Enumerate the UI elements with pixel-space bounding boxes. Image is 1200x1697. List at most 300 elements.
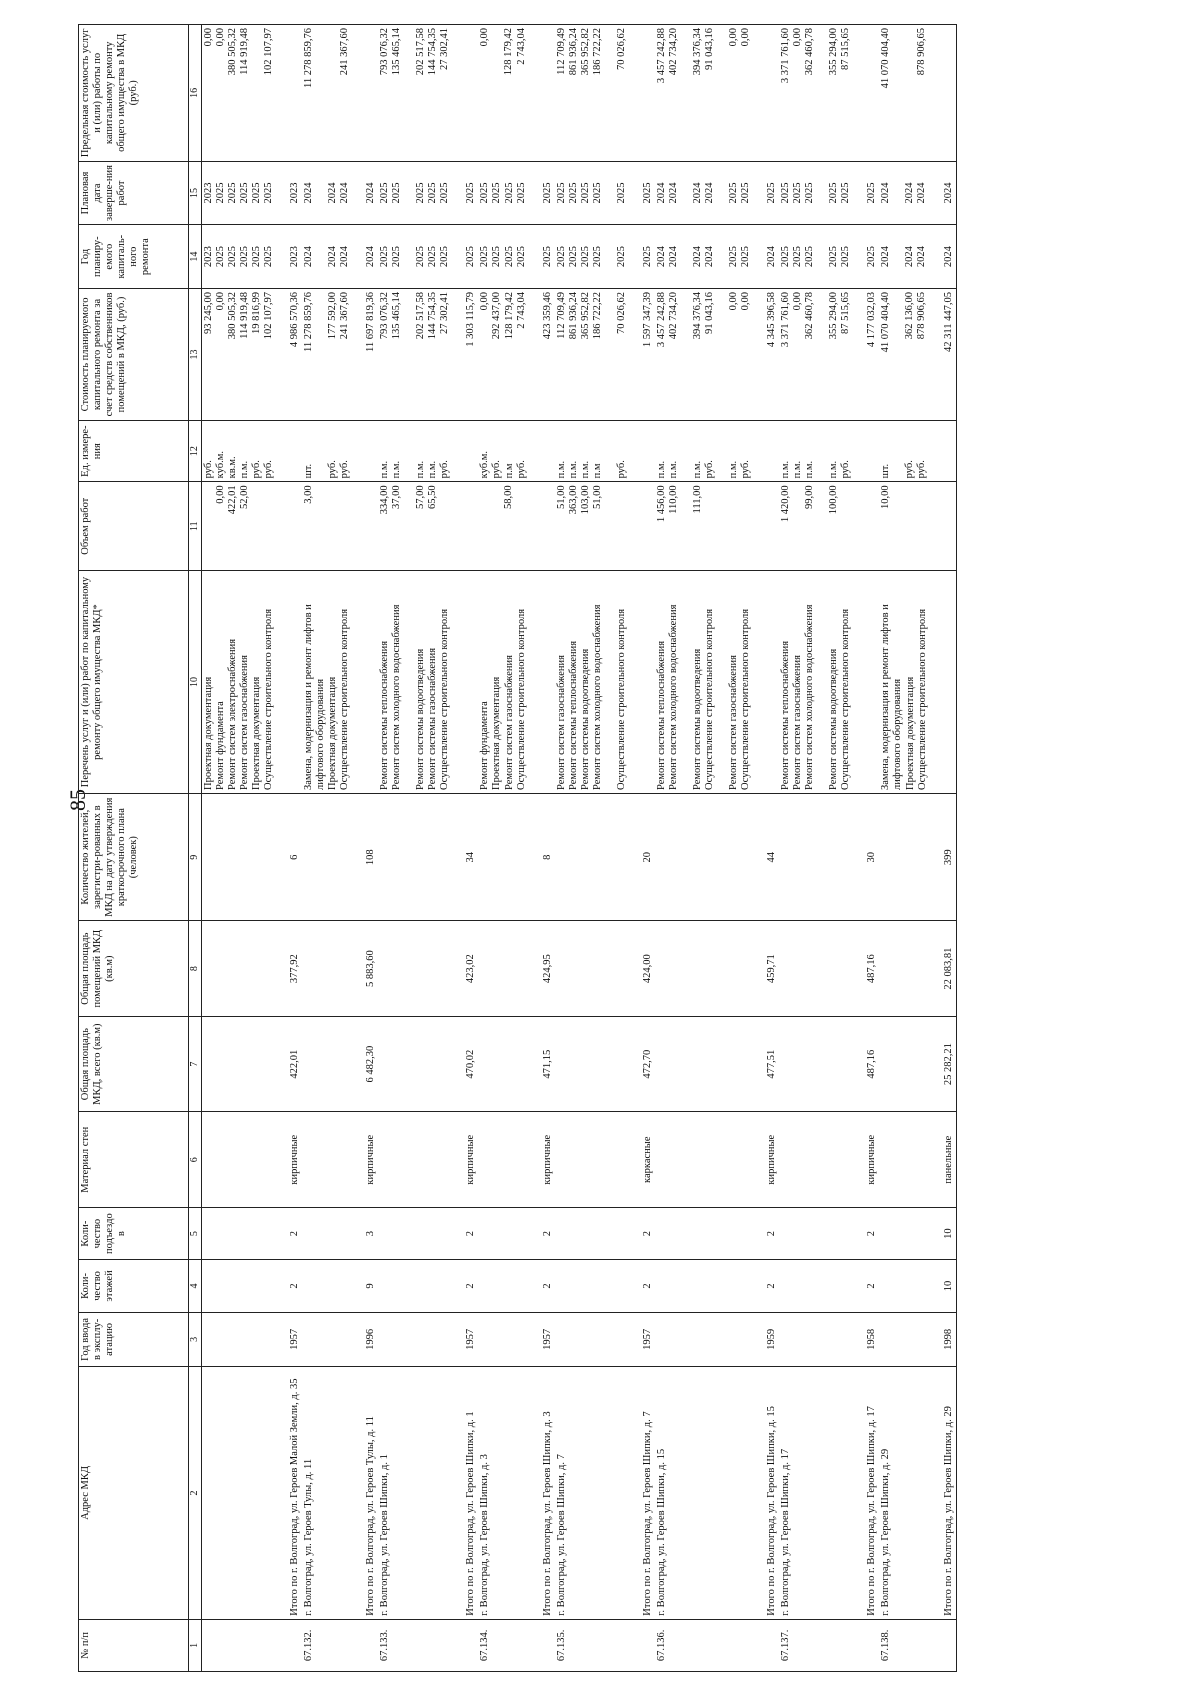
column-number-cell: 5 — [189, 1207, 202, 1259]
completion-date-cell — [288, 161, 302, 225]
address-cell: г. Волгоград, ул. Героев Шипки, д. 17 — [779, 1367, 865, 1620]
cost-cell — [655, 289, 765, 421]
work-list-cell — [779, 571, 865, 794]
completion-date-cell-line: 2025 — [465, 182, 477, 204]
column-number-cell: 1 — [189, 1619, 202, 1671]
premises-area-cell: 487,16 — [865, 921, 879, 1017]
total-area-cell — [555, 1016, 641, 1112]
cost-cell-line: 0,00 — [792, 292, 804, 311]
repair-year-cell-line: 2025 — [503, 246, 515, 268]
unit-cell — [655, 420, 765, 481]
limit-cost-cell-line: 186 722,22 — [591, 28, 603, 76]
limit-cost-cell-line: 91 043,16 — [704, 28, 715, 70]
row-number — [942, 1619, 957, 1671]
volume-cell-line — [491, 485, 503, 567]
header-cell: Коли-чество этажей — [79, 1260, 189, 1312]
repair-year-cell-line: 2025 — [262, 246, 274, 268]
completion-date-cell — [879, 161, 941, 225]
cost-cell — [865, 289, 879, 421]
work-list-cell-line: Осуществление строительного контроля — [840, 608, 852, 790]
limit-cost-cell-line: 365 952,82 — [579, 28, 591, 76]
repair-year-cell-line: 2025 — [415, 246, 427, 268]
work-list-cell-line — [542, 574, 554, 790]
limit-cost-cell — [865, 25, 879, 162]
repair-year-cell-line: 2025 — [479, 246, 491, 268]
work-list-cell-line: Осуществление строительного контроля — [439, 608, 451, 790]
completion-date-cell-line: 2025 — [439, 182, 451, 204]
cost-cell — [201, 289, 288, 421]
limit-cost-cell — [641, 25, 655, 162]
address-cell: Итого по г. Волгоград, ул. Героев Шипки, д. 29 — [942, 1367, 957, 1620]
commission-year-cell: 1957 — [464, 1312, 478, 1367]
unit-cell-line — [289, 424, 301, 478]
cost-cell-line: 1 597 347,39 — [641, 292, 653, 348]
volume-cell — [555, 482, 641, 571]
commission-year-cell: 1957 — [641, 1312, 655, 1367]
cost-cell-line: 793 076,32 — [379, 292, 391, 340]
limit-cost-cell-line: 114 919,48 — [238, 28, 250, 75]
work-list-cell-line: Ремонт систем холодного водоснабжения — [667, 604, 679, 790]
work-list-cell-line — [465, 574, 477, 790]
cost-cell-line: 128 179,42 — [503, 292, 515, 340]
repair-year-cell-line: 2024 — [942, 246, 954, 268]
floors-cell: 2 — [765, 1260, 779, 1312]
repair-year-cell-line: 2025 — [427, 246, 439, 268]
unit-cell-line: п.м. — [667, 460, 679, 479]
limit-cost-cell — [288, 25, 302, 162]
completion-date-cell-line: 2025 — [792, 182, 804, 204]
repair-year-cell — [765, 225, 779, 289]
wall-material-cell — [655, 1112, 765, 1208]
repair-year-cell — [641, 225, 655, 289]
cost-cell-line: 0,00 — [740, 292, 752, 311]
unit-cell — [364, 420, 378, 481]
work-list-cell-line: Ремонт систем холодного водоснабжения — [591, 604, 603, 790]
volume-cell-line — [740, 485, 764, 567]
unit-cell — [765, 420, 779, 481]
capital-repair-table — [78, 24, 957, 1672]
unit-cell — [201, 420, 288, 481]
cost-cell-line: 2 743,04 — [515, 292, 527, 329]
volume-cell — [464, 482, 478, 571]
cost-cell-line: 394 376,34 — [691, 292, 703, 340]
volume-cell-line: 1 420,00 — [780, 485, 792, 523]
volume-cell-line — [515, 485, 539, 567]
entrances-cell — [779, 1207, 865, 1259]
header-cell: Общая площадь помещений МКД (кв.м) — [79, 921, 189, 1017]
completion-date-cell-line: 2024 — [326, 182, 338, 204]
completion-date-cell-line: 2025 — [415, 182, 427, 204]
row-number: 67.137. — [779, 1619, 865, 1671]
entrances-cell: 2 — [641, 1207, 655, 1259]
table-body — [189, 25, 957, 1672]
completion-date-cell-line: 2025 — [866, 182, 878, 204]
total-area-cell: 487,16 — [865, 1016, 879, 1112]
repair-year-cell-line: 2025 — [515, 246, 527, 268]
limit-cost-cell-line: 0,00 — [740, 28, 752, 47]
repair-year-cell-line: 2025 — [579, 246, 591, 268]
volume-cell-line — [904, 485, 916, 567]
cost-cell — [779, 289, 865, 421]
residents-cell — [378, 793, 464, 920]
work-list-cell — [378, 571, 464, 794]
premises-area-cell — [378, 921, 464, 1017]
completion-date-cell-line: 2025 — [262, 182, 274, 204]
volume-cell-line — [943, 485, 955, 567]
wall-material-cell: каркасные — [641, 1112, 655, 1208]
row-number — [201, 1619, 288, 1671]
cost-cell-line: 177 592,00 — [326, 292, 338, 340]
repair-year-cell — [655, 225, 765, 289]
residents-cell: 8 — [541, 793, 555, 920]
cost-cell — [302, 289, 364, 421]
limit-cost-cell-line: 0,00 — [479, 28, 491, 47]
cost-cell-line: 0,00 — [728, 292, 739, 311]
volume-cell-line: 99,00 — [804, 485, 816, 509]
limit-cost-cell — [478, 25, 540, 162]
unit-cell-line: п.м. — [579, 460, 591, 479]
header-cell: Объем работ — [79, 482, 189, 571]
row-number — [464, 1619, 478, 1671]
table-row — [378, 25, 464, 1672]
completion-date-cell-line: 2025 — [728, 182, 739, 204]
volume-cell-line: 37,00 — [391, 485, 403, 509]
volume-cell-line — [251, 485, 263, 567]
unit-cell — [555, 420, 641, 481]
work-list-cell — [865, 571, 879, 794]
work-list-cell-line: Проектная документация — [491, 676, 503, 790]
total-area-cell: 25 282,21 — [942, 1016, 957, 1112]
total-row — [865, 25, 879, 1672]
repair-year-cell-line: 2025 — [792, 246, 804, 268]
column-number-cell: 13 — [189, 289, 202, 421]
work-list-cell-line: Ремонт систем холодного водоснабжения — [804, 604, 816, 790]
unit-cell — [779, 420, 865, 481]
volume-cell-line: 363,00 — [567, 485, 579, 515]
completion-date-cell-line: 2025 — [555, 182, 567, 204]
register-table-wrapper — [78, 24, 1088, 1672]
limit-cost-cell-line: 202 517,58 — [415, 28, 427, 76]
repair-year-cell — [478, 225, 540, 289]
row-number — [364, 1619, 378, 1671]
header-cell: № п/п — [79, 1619, 189, 1671]
unit-cell — [302, 420, 364, 481]
limit-cost-cell-line — [365, 28, 377, 158]
table-row — [555, 25, 641, 1672]
repair-year-cell — [555, 225, 641, 289]
residents-cell — [478, 793, 540, 920]
limit-cost-cell-line: 3 457 242,88 — [655, 28, 667, 84]
floors-cell — [478, 1260, 540, 1312]
unit-cell — [478, 420, 540, 481]
entrances-cell: 10 — [942, 1207, 957, 1259]
work-list-cell-line — [289, 574, 301, 790]
repair-year-cell — [288, 225, 302, 289]
work-list-cell-line: Осуществление строительного контроля — [515, 608, 527, 790]
table-row — [478, 25, 540, 1672]
address-cell: Итого по г. Волгоград, ул. Героев Шипки, д. 1 — [464, 1367, 478, 1620]
completion-date-cell-line: 2025 — [615, 182, 627, 204]
repair-year-cell-line: 2024 — [338, 246, 350, 268]
limit-cost-cell-line: 394 376,34 — [691, 28, 703, 76]
unit-cell-line: руб. — [439, 460, 451, 479]
entrances-cell — [302, 1207, 364, 1259]
residents-cell: 6 — [288, 793, 302, 920]
volume-cell-line — [263, 485, 287, 567]
header-cell: Общая площадь МКД, всего (кв.м) — [79, 1016, 189, 1112]
completion-date-cell-line: 2024 — [338, 182, 350, 204]
completion-date-cell-line: 2024 — [655, 182, 667, 204]
address-cell: Итого по г. Волгоград, ул. Героев Шипки, д. 7 — [641, 1367, 655, 1620]
completion-date-cell — [765, 161, 779, 225]
completion-date-cell-line: 2025 — [567, 182, 579, 204]
limit-cost-cell-line — [866, 28, 878, 158]
volume-cell-line: 3,00 — [302, 485, 314, 504]
limit-cost-cell-line: 380 505,32 — [226, 28, 238, 76]
unit-cell-line: руб. — [262, 460, 274, 479]
residents-cell — [555, 793, 641, 920]
total-area-cell: 477,51 — [765, 1016, 779, 1112]
repair-year-cell-line: 2025 — [591, 246, 603, 268]
limit-cost-cell-line: 112 709,49 — [555, 28, 567, 75]
unit-cell-line: п.м. — [728, 460, 739, 479]
table-row — [302, 25, 364, 1672]
repair-year-cell-line: 2025 — [804, 246, 816, 268]
completion-date-cell-line: 2024 — [880, 182, 892, 204]
unit-cell-line: п.м. — [555, 460, 567, 479]
unit-cell-line: п.м. — [655, 460, 667, 479]
repair-year-cell — [779, 225, 865, 289]
work-list-cell — [555, 571, 641, 794]
work-list-cell-line: Ремонт систем электроснабжения — [226, 638, 238, 790]
completion-date-cell-line: 2023 — [288, 182, 300, 204]
limit-cost-cell-line: 878 906,65 — [916, 28, 928, 76]
volume-cell — [378, 482, 464, 571]
unit-cell-line: шт. — [880, 463, 892, 479]
limit-cost-cell-line — [289, 28, 301, 158]
floors-cell: 2 — [464, 1260, 478, 1312]
unit-cell-line: куб.м. — [479, 451, 491, 479]
limit-cost-cell-line — [642, 28, 654, 158]
wall-material-cell — [555, 1112, 641, 1208]
volume-cell-line — [704, 485, 728, 567]
total-area-cell: 472,70 — [641, 1016, 655, 1112]
completion-date-cell-line: 2025 — [391, 182, 403, 204]
column-number-cell: 15 — [189, 161, 202, 225]
total-row — [765, 25, 779, 1672]
cost-cell-line: 4 177 032,03 — [866, 292, 878, 348]
volume-cell-line: 100,00 — [828, 485, 840, 515]
limit-cost-cell — [555, 25, 641, 162]
entrances-cell: 2 — [765, 1207, 779, 1259]
residents-cell: 20 — [641, 793, 655, 920]
cost-cell-line: 4 345 396,58 — [766, 292, 778, 348]
premises-area-cell: 423,02 — [464, 921, 478, 1017]
entrances-cell — [478, 1207, 540, 1259]
residents-cell — [879, 793, 941, 920]
repair-year-cell-line: 2023 — [288, 246, 300, 268]
wall-material-cell — [302, 1112, 364, 1208]
work-list-cell-line: Осуществление строительного контроля — [704, 608, 715, 790]
cost-cell-line: 423 359,46 — [541, 292, 553, 340]
wall-material-cell — [378, 1112, 464, 1208]
row-number — [541, 1619, 555, 1671]
volume-cell — [879, 482, 941, 571]
column-number-cell: 14 — [189, 225, 202, 289]
unit-cell-line: п.м. — [379, 460, 391, 479]
limit-cost-cell-line: 861 936,24 — [567, 28, 579, 76]
residents-cell: 399 — [942, 793, 957, 920]
limit-cost-cell-line: 135 465,14 — [391, 28, 403, 76]
completion-date-cell-line: 2023 — [202, 182, 214, 204]
unit-cell — [879, 420, 941, 481]
work-list-cell-line: Ремонт систем газоснабжения — [728, 655, 739, 790]
repair-year-cell-line: 2024 — [326, 246, 338, 268]
volume-cell-line: 57,00 — [415, 485, 427, 509]
premises-area-cell — [478, 921, 540, 1017]
repair-year-cell-line: 2024 — [916, 246, 928, 268]
unit-cell-line: руб. — [326, 460, 338, 479]
limit-cost-cell-line: 41 070 404,40 — [880, 28, 892, 89]
limit-cost-cell — [779, 25, 865, 162]
commission-year-cell — [879, 1312, 941, 1367]
completion-date-cell — [378, 161, 464, 225]
work-list-cell-line: Проектная документация — [202, 676, 214, 790]
volume-cell-line — [866, 485, 878, 567]
repair-year-cell-line: 2025 — [226, 246, 238, 268]
repair-year-cell-line: 2024 — [691, 246, 703, 268]
residents-cell — [779, 793, 865, 920]
total-row — [288, 25, 302, 1672]
volume-cell-line — [365, 485, 377, 567]
unit-cell-line — [465, 424, 477, 478]
work-list-cell-line: Осуществление строительного контроля — [262, 608, 274, 790]
volume-cell-line: 111,00 — [691, 485, 703, 514]
row-number — [641, 1619, 655, 1671]
cost-cell — [765, 289, 779, 421]
address-cell: Итого по г. Волгоград, ул. Героев Шипки, д. 15 — [765, 1367, 779, 1620]
volume-cell-line: 51,00 — [555, 485, 567, 509]
entrances-cell — [655, 1207, 765, 1259]
repair-year-cell-line: 2025 — [238, 246, 250, 268]
completion-date-cell — [641, 161, 655, 225]
limit-cost-cell-line — [327, 28, 339, 158]
completion-date-cell-line: 2024 — [704, 182, 715, 204]
completion-date-cell — [364, 161, 378, 225]
unit-cell — [541, 420, 555, 481]
unit-cell-line: п.м. — [828, 460, 840, 479]
repair-year-cell-line: 2025 — [465, 246, 477, 268]
unit-cell-line: руб. — [202, 460, 214, 479]
row-number: 67.134. — [478, 1619, 540, 1671]
page-number: 85 — [65, 789, 90, 811]
unit-cell-line: руб. — [515, 460, 527, 479]
work-list-cell — [464, 571, 478, 794]
repair-year-cell — [541, 225, 555, 289]
floors-cell — [879, 1260, 941, 1312]
completion-date-cell — [302, 161, 364, 225]
cost-cell-line: 91 043,16 — [704, 292, 715, 334]
completion-date-cell-line: 2025 — [828, 182, 840, 204]
entrances-cell — [555, 1207, 641, 1259]
total-area-cell — [478, 1016, 540, 1112]
total-row — [464, 25, 478, 1672]
limit-cost-cell-line: 144 754,35 — [427, 28, 439, 76]
cost-cell-line: 19 816,99 — [250, 292, 262, 334]
unit-cell-line — [943, 424, 955, 478]
address-cell: Итого по г. Волгоград, ул. Героев Шипки, д. 3 — [541, 1367, 555, 1620]
cost-cell-line: 362 460,78 — [804, 292, 816, 340]
column-number-cell: 2 — [189, 1367, 202, 1620]
volume-cell — [364, 482, 378, 571]
volume-cell-line — [616, 485, 640, 567]
column-number-cell: 8 — [189, 921, 202, 1017]
unit-cell-line: руб. — [250, 460, 262, 479]
volume-cell-line: 110,00 — [667, 485, 679, 514]
volume-cell — [478, 482, 540, 571]
repair-year-cell — [879, 225, 941, 289]
cost-cell-line: 362 136,00 — [904, 292, 916, 340]
premises-area-cell — [779, 921, 865, 1017]
header-cell: Перечень услуг и (или) работ по капитальному ремонту общего имущества МКД* — [79, 571, 189, 794]
limit-cost-cell-line: 11 278 859,76 — [302, 28, 314, 88]
commission-year-cell: 1996 — [364, 1312, 378, 1367]
wall-material-cell: кирпичные — [364, 1112, 378, 1208]
header-cell: Адрес МКД — [79, 1367, 189, 1620]
unit-cell-line: п.м. — [804, 460, 816, 479]
cost-cell-line: 365 952,82 — [579, 292, 591, 340]
completion-date-cell-line: 2025 — [479, 182, 491, 204]
premises-area-cell: 424,00 — [641, 921, 655, 1017]
work-list-cell-line: Проектная документация — [250, 676, 262, 790]
repair-year-cell — [302, 225, 364, 289]
repair-year-cell-line: 2023 — [202, 246, 214, 268]
commission-year-cell: 1957 — [288, 1312, 302, 1367]
unit-cell-line: п.м — [503, 463, 515, 479]
row-number: 67.133. — [378, 1619, 464, 1671]
unit-cell — [865, 420, 879, 481]
cost-cell-line: 4 986 570,36 — [288, 292, 300, 348]
completion-date-cell-line: 2025 — [491, 182, 503, 204]
cost-cell-line: 202 517,58 — [415, 292, 427, 340]
floors-cell: 2 — [541, 1260, 555, 1312]
repair-year-cell — [865, 225, 879, 289]
work-list-cell-line: Замена, модернизация и ремонт лифтов и лифтового оборудования — [302, 604, 326, 790]
repair-year-cell-line: 2025 — [740, 246, 752, 268]
completion-date-cell — [464, 161, 478, 225]
repair-year-cell-line: 2025 — [391, 246, 403, 268]
unit-cell-line: п.м. — [691, 460, 703, 479]
cost-cell-line: 380 505,32 — [226, 292, 238, 340]
header-cell: Коли-чество подъездо в — [79, 1207, 189, 1259]
volume-cell — [765, 482, 779, 571]
total-row — [641, 25, 655, 1672]
floors-cell — [779, 1260, 865, 1312]
address-cell: г. Волгоград, ул. Героев Шипки, д. 1 — [378, 1367, 464, 1620]
completion-date-cell-line: 2025 — [541, 182, 553, 204]
row-number — [288, 1619, 302, 1671]
volume-cell-line — [642, 485, 654, 567]
work-list-cell — [942, 571, 957, 794]
cost-cell-line: 3 371 761,60 — [780, 292, 792, 348]
work-list-cell-line: Ремонт системы водоотведения — [828, 648, 840, 790]
premises-area-cell — [555, 921, 641, 1017]
floors-cell — [378, 1260, 464, 1312]
completion-date-cell-line: 2025 — [804, 182, 816, 204]
unit-cell-line: п.м. — [427, 460, 439, 479]
unit-cell-line: шт. — [302, 463, 314, 479]
work-list-cell-line — [866, 574, 878, 790]
